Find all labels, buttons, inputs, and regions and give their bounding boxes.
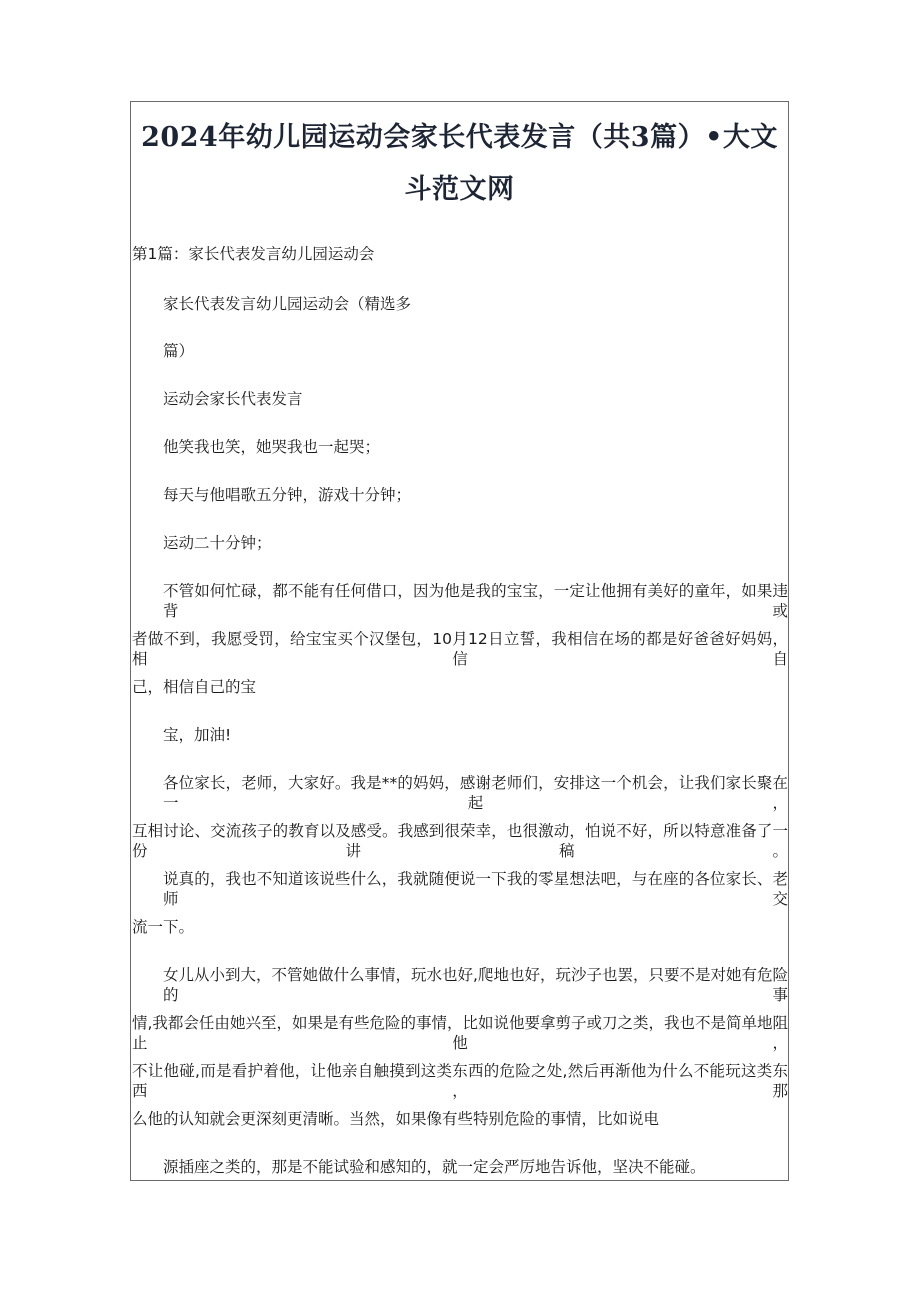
paragraph-line: 者做不到，我愿受罚，给宝宝买个汉堡包，10月12日立誓，我相信在场的都是好爸爸好妈妈，相信自	[132, 630, 788, 668]
document-title: 2024年幼儿园运动会家长代表发言（共3篇）•大文斗范文网	[141, 122, 778, 205]
paragraph-line: 流一下。	[132, 918, 195, 936]
paragraph-line: 运动会家长代表发言	[163, 390, 303, 408]
paragraph-line: 不管如何忙碌，都不能有任何借口，因为他是我的宝宝，一定让他拥有美好的童年，如果违背或	[163, 582, 788, 620]
section-heading: 第1篇：家长代表发言幼儿园运动会	[132, 245, 375, 263]
paragraph-line: 互相讨论、交流孩子的教育以及感受。我感到很荣幸，也很激动，怕说不好，所以特意准备了一份讲稿。	[132, 822, 788, 860]
paragraph-line: 情,我都会任由她兴至，如果是有些危险的事情，比如说他要拿剪子或刀之类，我也不是简单地阻止他，	[132, 1014, 788, 1052]
paragraph-line: 篇）	[163, 342, 195, 360]
paragraph-line: 他笑我也笑，她哭我也一起哭；	[163, 438, 381, 456]
paragraph-line: 说真的，我也不知道该说些什么，我就随便说一下我的零星想法吧，与在座的各位家长、老师交	[163, 870, 788, 908]
paragraph-line: 运动二十分钟；	[163, 534, 272, 552]
paragraph-line: 家长代表发言幼儿园运动会（精选多	[163, 295, 412, 313]
paragraph-line: 每天与他唱歌五分钟，游戏十分钟；	[163, 486, 412, 504]
paragraph-line: 女儿从小到大，不管她做什么事情，玩水也好,爬地也好，玩沙子也罢，只要不是对她有危险的事	[163, 966, 788, 1004]
paragraph-line: 宝，加油!	[163, 726, 232, 744]
paragraph-line: 么他的认知就会更深刻更清晰。当然，如果像有些特别危险的事情，比如说电	[132, 1110, 660, 1128]
paragraph-line: 不让他碰,而是看护着他，让他亲自触摸到这类东西的危险之处,然后再渐他为什么不能玩这类东西，那	[132, 1062, 788, 1100]
paragraph-line: 源插座之类的，那是不能试验和感知的，就一定会严厉地告诉他，坚决不能碰。	[163, 1158, 706, 1176]
paragraph-line: 各位家长，老师，大家好。我是**的妈妈，感谢老师们，安排这一个机会，让我们家长聚在一起，	[163, 774, 788, 812]
paragraph-line: 己，相信自己的宝	[132, 678, 257, 696]
